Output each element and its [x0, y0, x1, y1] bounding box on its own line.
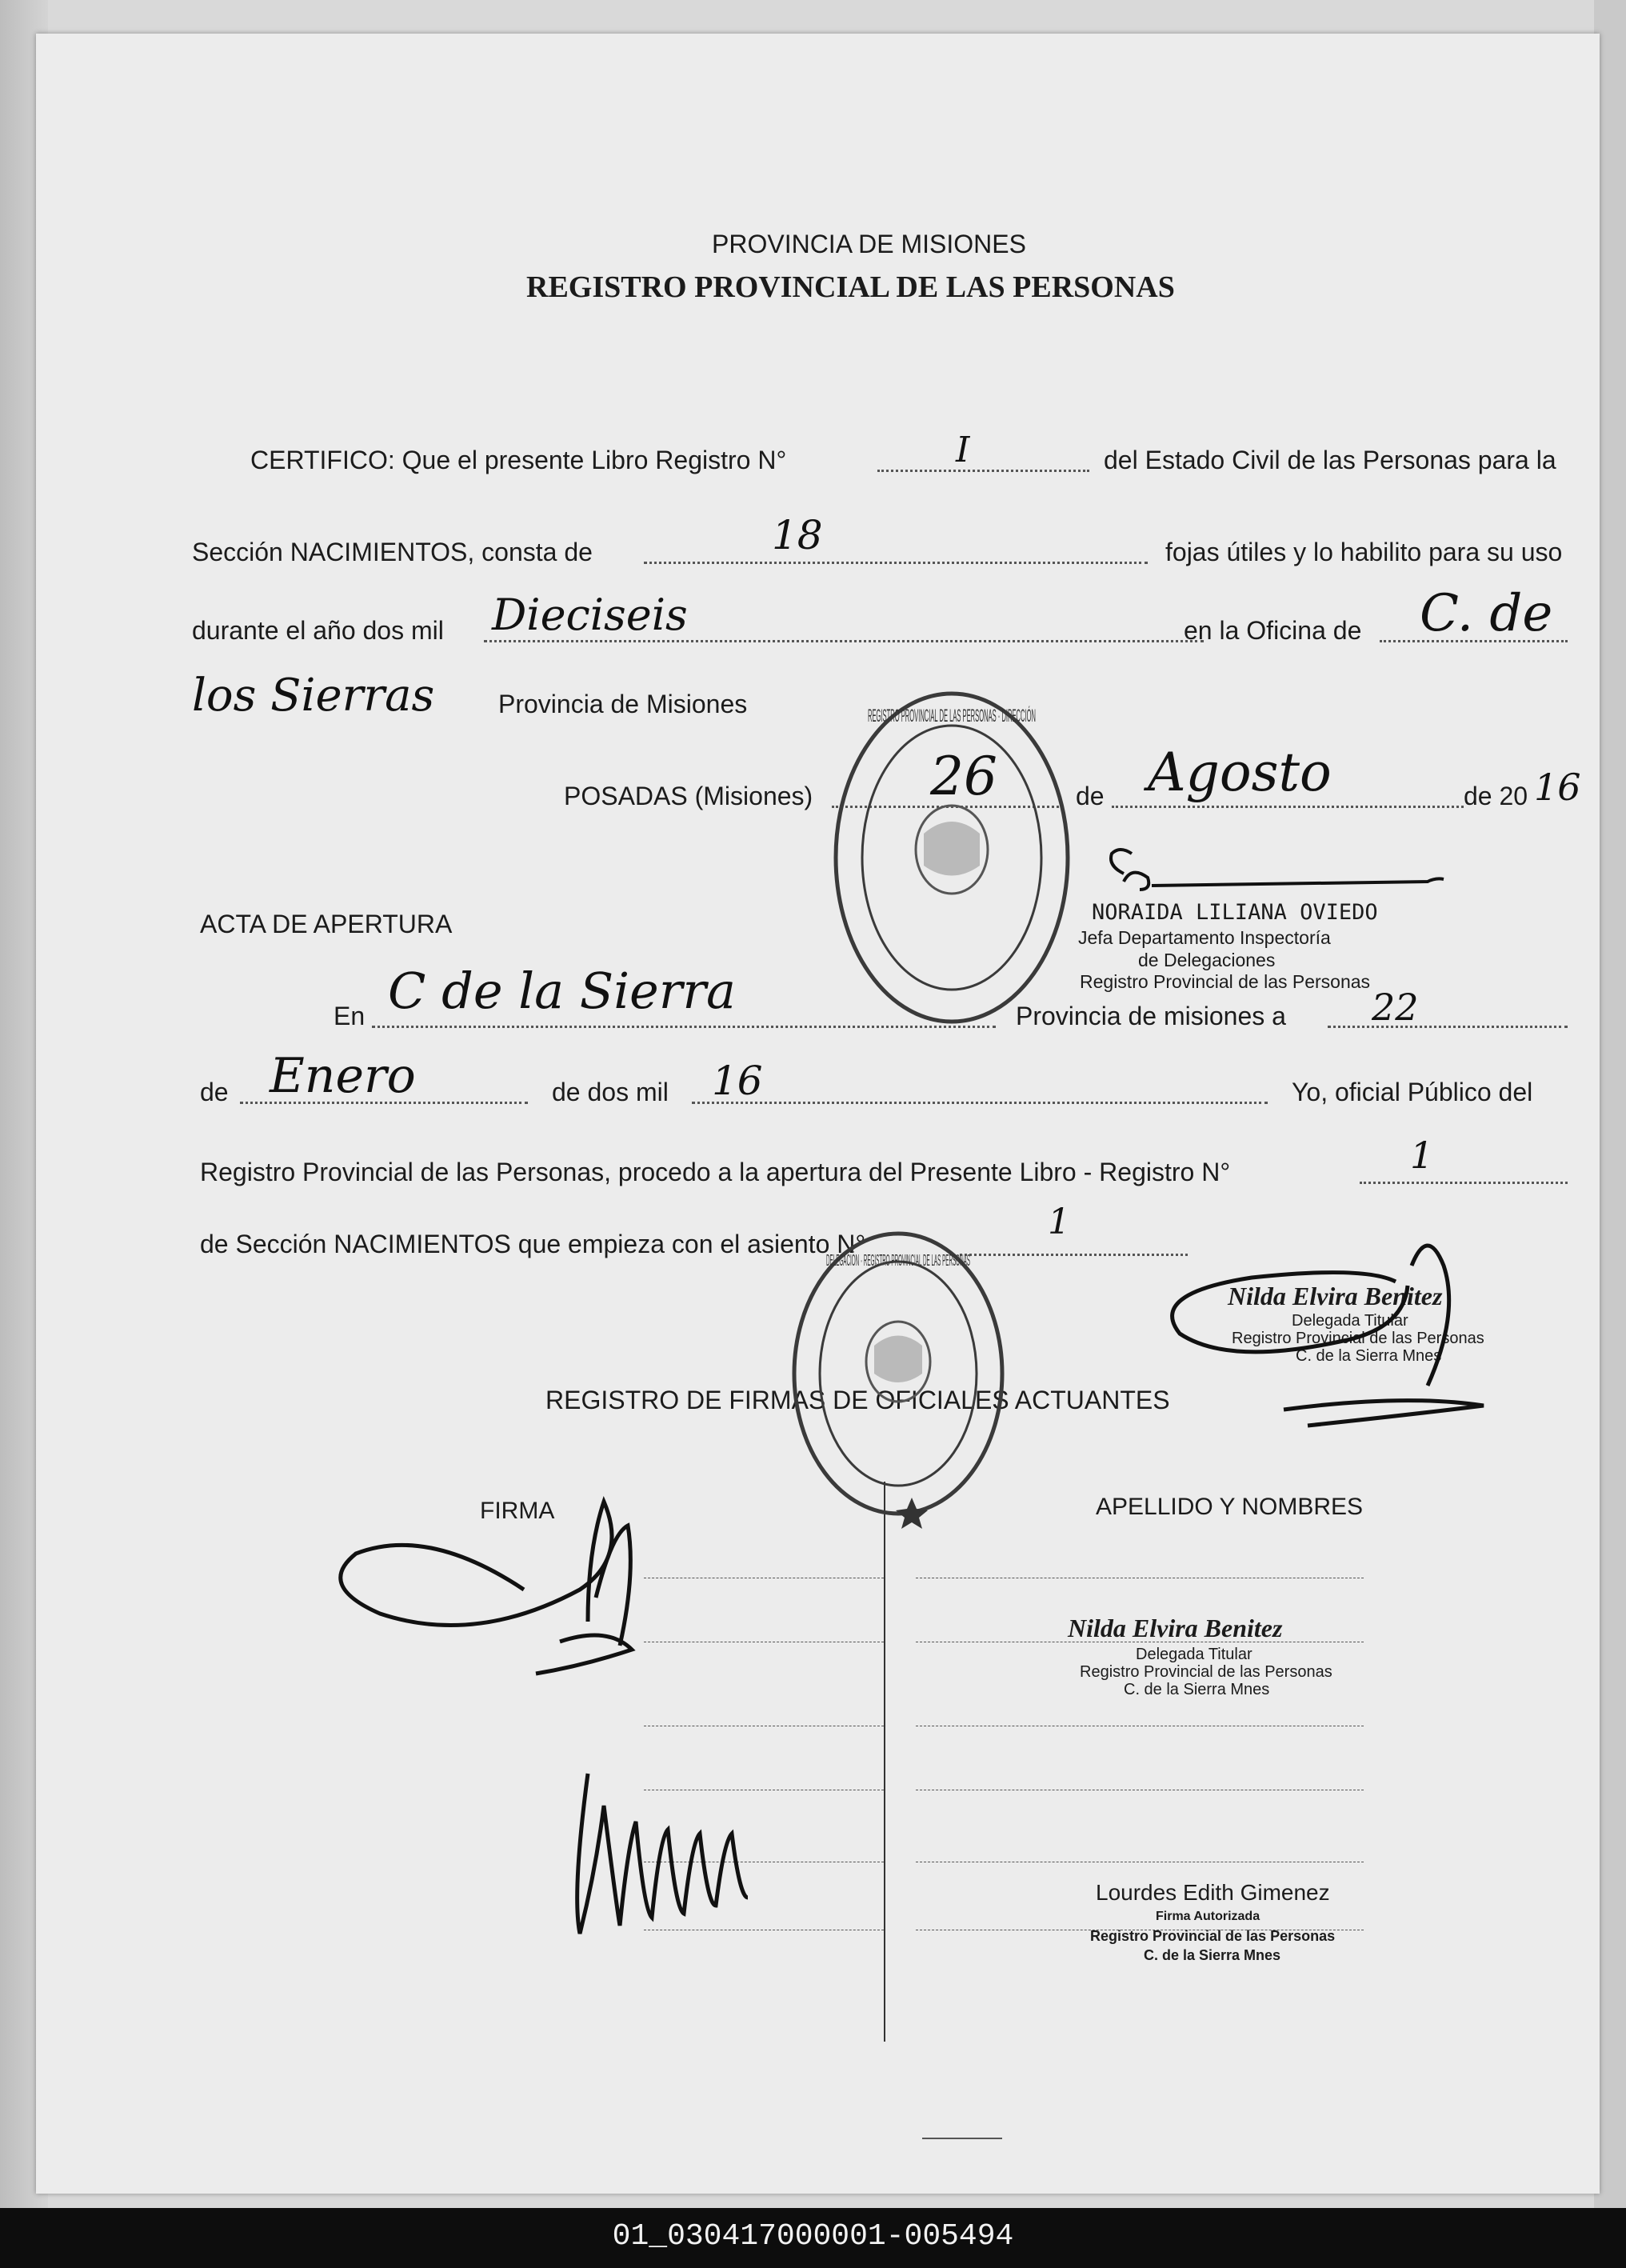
acta-mes: Enero — [270, 1048, 416, 1104]
cert-de: de — [1076, 782, 1105, 810]
posadas-label: POSADAS (Misiones) — [564, 782, 813, 810]
scan-code: 01_030417000001-005494 — [612, 2219, 1014, 2254]
acta-de: de — [200, 1078, 229, 1106]
oficina-a: C. de — [1420, 584, 1553, 643]
acta-yo: Yo, oficial Público del — [1292, 1078, 1533, 1106]
acta-en: En — [334, 1002, 366, 1030]
cert-line2-pre: Sección NACIMIENTOS, consta de — [192, 538, 593, 566]
firmante-nombre: NORAIDA LILIANA OVIEDO — [1092, 900, 1378, 925]
header-province: PROVINCIA DE MISIONES — [712, 230, 1026, 258]
col-nombres: APELLIDO Y NOMBRES — [1096, 1494, 1364, 1520]
cert-mes: Agosto — [1148, 742, 1332, 803]
delegada-cargo: Delegada Titular — [1292, 1312, 1408, 1330]
cert-anio-fin: 16 — [1534, 766, 1581, 809]
delegada-registro: Registro Provincial de las Personas — [1232, 1330, 1484, 1347]
acta-lugar: C de la Sierra — [388, 962, 736, 1020]
oficial2-lugar: C. de la Sierra Mnes — [1144, 1947, 1281, 1963]
acta-line3: Registro Provincial de las Personas, procedo a la apertura del Presente Libro - Registro N° — [200, 1158, 1231, 1186]
acta-anio: 16 — [712, 1058, 763, 1104]
fojas: 18 — [772, 512, 823, 558]
oficial1-nombre: Nilda Elvira Benitez — [1068, 1614, 1283, 1642]
oficial2-cargo: Firma Autorizada — [1156, 1910, 1260, 1923]
libro-numero: I — [956, 430, 970, 470]
firmante-registro: Registro Provincial de las Personas — [1080, 971, 1371, 992]
cert-line3-pre: durante el año dos mil — [192, 616, 444, 645]
acta-provincia: Provincia de misiones a — [1016, 1002, 1286, 1030]
col-firma: FIRMA — [480, 1498, 555, 1524]
seal-ministerio-icon — [836, 694, 1068, 1022]
oficina-b: los Sierras — [192, 670, 435, 722]
oficial1-registro: Registro Provincial de las Personas — [1080, 1663, 1332, 1681]
oficial2-registro: Registro Provincial de las Personas — [1090, 1928, 1336, 1944]
seal-text: REGISTRO PROVINCIAL DE LAS PERSONAS · DIRECCIÓN — [868, 706, 1036, 726]
seal-text: DELEGACIÓN · REGISTRO PROVINCIAL DE LAS PERSONAS — [826, 1252, 1284, 1270]
cert-dia: 26 — [930, 746, 997, 807]
cert-line3-post: en la Oficina de — [1184, 616, 1362, 645]
acta-dos-mil: de dos mil — [552, 1078, 669, 1106]
firmante-cargo: Jefa Departamento Inspectoría — [1078, 927, 1331, 948]
firmas-titulo: REGISTRO DE FIRMAS DE OFICIALES ACTUANTES — [545, 1386, 1170, 1414]
oficial1-cargo: Delegada Titular — [1136, 1646, 1252, 1663]
delegada-lugar: C. de la Sierra Mnes — [1296, 1347, 1442, 1365]
acta-line4: de Sección NACIMIENTOS que empieza con el asiento N° — [200, 1230, 866, 1258]
cert-line1-pre: CERTIFICO: Que el presente Libro Registro N° — [250, 446, 787, 474]
oficial2-nombre: Lourdes Edith Gimenez — [1096, 1880, 1330, 1905]
acta-registro-numero: 1 — [1410, 1134, 1434, 1177]
document-page — [36, 34, 1600, 2194]
scan-footer — [0, 2208, 1626, 2268]
cert-line4-post: Provincia de Misiones — [498, 690, 748, 718]
anio-letras: Dieciseis — [492, 590, 688, 640]
stamps-and-signatures — [36, 34, 1600, 2194]
cert-line1-post: del Estado Civil de las Personas para la — [1104, 446, 1556, 474]
firmante-area: de Delegaciones — [1138, 950, 1276, 970]
acta-titulo: ACTA DE APERTURA — [200, 910, 453, 938]
oficial1-lugar: C. de la Sierra Mnes — [1124, 1681, 1270, 1698]
header-registry: REGISTRO PROVINCIAL DE LAS PERSONAS — [526, 270, 1175, 304]
acta-dia: 22 — [1372, 986, 1419, 1029]
delegada-nombre: Nilda Elvira Benitez — [1228, 1282, 1443, 1310]
acta-asiento: 1 — [1048, 1202, 1070, 1242]
cert-anio-pre: de 20 — [1464, 782, 1528, 810]
cert-line2-post: fojas útiles y lo habilito para su uso — [1165, 538, 1563, 566]
